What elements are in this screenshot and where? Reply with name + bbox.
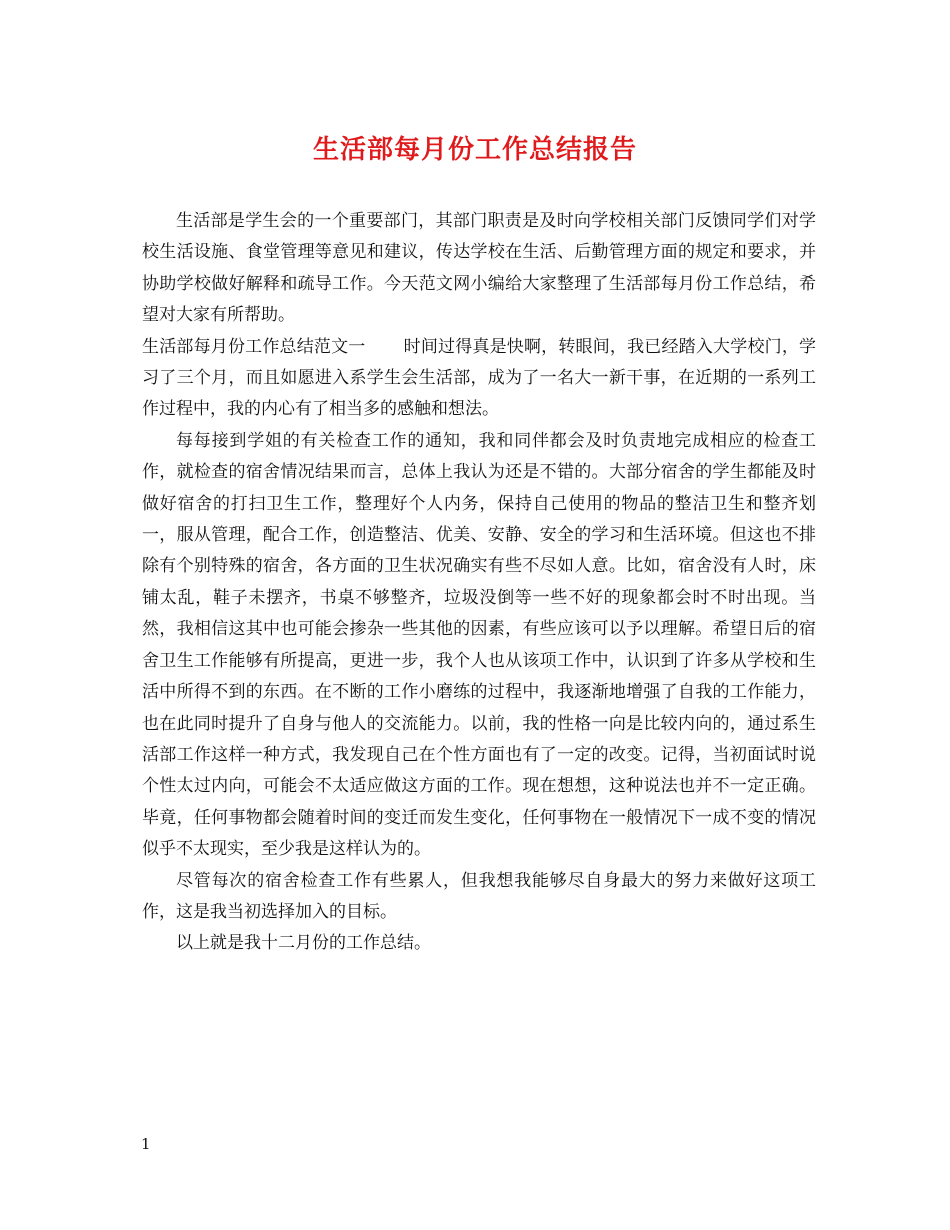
body-paragraph-3: 尽管每次的宿舍检查工作有些累人，但我想我能够尽自身最大的努力来做好这项工作，这是我当初选择加入的目标。	[142, 870, 816, 922]
intro-paragraph: 生活部是学生会的一个重要部门，其部门职责是及时向学校相关部门反馈同学们对学校生活设施、食堂管理等意见和建议，传达学校在生活、后勤管理方面的规定和要求，并协助学校做好解释和疏导工作。今天范文网小编给大家整理了生活部每月份工作总结，希望对大家有所帮助。	[142, 211, 816, 326]
body-paragraph-4: 以上就是我十二月份的工作总结。	[176, 933, 431, 954]
document-body	[142, 206, 816, 960]
sample-heading: 生活部每月份工作总结范文一	[142, 336, 366, 357]
sample-paragraph	[142, 332, 816, 426]
page-number: 1	[141, 1135, 151, 1153]
document-title: 生活部每月份工作总结报告	[312, 135, 637, 165]
body-paragraph-2: 每每接到学姐的有关检查工作的通知，我和同伴都会及时负责地完成相应的检查工作，就检查的宿舍情况结果而言，总体上我认为还是不错的。大部分宿舍的学生都能及时做好宿舍的打扫卫生工作，整理好个人内务，保持自己使用的物品的整洁卫生和整齐划一，服从管理，配合工作，创造整洁、优美、安静、安全的学习和生活环境。但这也不排除有个别特殊的宿舍，各方面的卫生状况确实有些不尽如人意。比如，宿舍没有人时，床铺太乱，鞋子未摆齐，书桌不够整齐，垃圾没倒等一些不好的现象都会时不时出现。当然，我相信这其中也可能会掺杂一些其他的因素，有些应该可以予以理解。希望日后的宿舍卫生工作能够有所提高，更进一步，我个人也从该项工作中，认识到了许多从学校和生活中所得不到的东西。在不断的工作小磨练的过程中，我逐渐地增强了自我的工作能力，也在此同时提升了自身与他人的交流能力。以前，我的性格一向是比较内向的，通过系生活部工作这样一种方式，我发现自己在个性方面也有了一定的改变。记得，当初面试时说个性太过内向，可能会不太适应做这方面的工作。现在想想，这种说法也并不一定正确。毕竟，任何事物都会随着时间的变迁而发生变化，任何事物在一般情况下一成不变的情况似乎不太现实，至少我是这样认为的。	[142, 430, 816, 860]
sample-opening: 时间过得真是快啊，转眼间，我已经踏入大学校门，学习了三个月，而且如愿进入系学生会生活部，成为了一名大一新干事，在近期的一系列工作过程中，我的内心有了相当多的感触和想法。	[142, 336, 817, 420]
